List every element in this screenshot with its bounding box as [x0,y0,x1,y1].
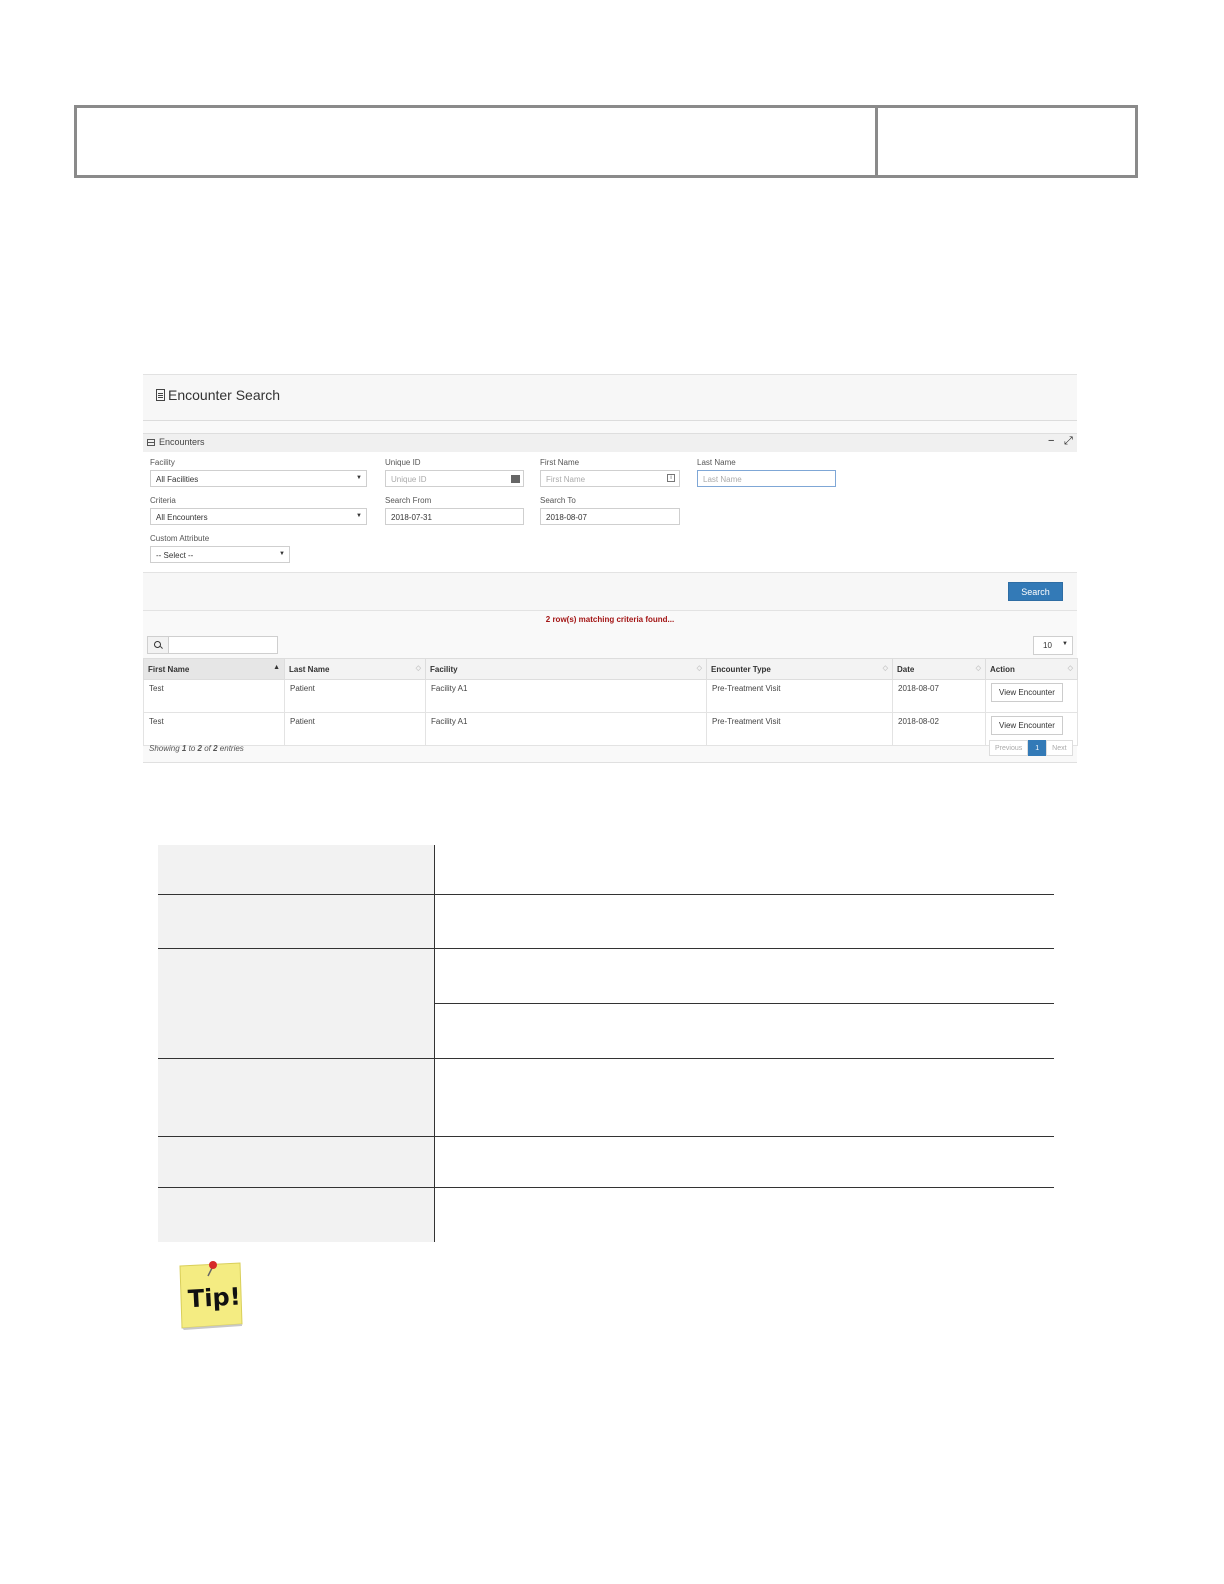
id-card-icon [511,475,520,483]
cell-facility: Facility A1 [426,680,707,713]
cell-action [986,680,1078,713]
facility-label: Facility [150,458,175,467]
sort-asc-icon: ▲ [273,664,280,671]
search-icon-box [148,637,169,653]
cell-first-name: Test [144,713,285,746]
collapse-icon[interactable]: − [1048,435,1055,447]
facility-select[interactable] [150,470,367,487]
table-label-cell [158,1137,434,1187]
search-from-label: Search From [385,496,432,505]
column-header-facility[interactable] [426,659,707,680]
search-form [143,452,1077,572]
criteria-label: Criteria [150,496,176,505]
last-name-placeholder: Last Name [703,475,742,484]
search-to-value: 2018-08-07 [546,513,587,522]
table-label-cell [158,949,434,1058]
sort-icon: ◇ [415,665,421,672]
table-header-row [144,659,1078,680]
cell-encounter-type: Pre-Treatment Visit [707,713,893,746]
page-1-button[interactable]: 1 [1028,740,1046,756]
panel-title-text: Encounters [159,437,205,447]
table-icon [147,439,155,446]
search-button-bar [143,572,1077,611]
table-info [149,744,244,753]
column-label: Facility [430,664,458,674]
info-end: 2 [197,744,202,753]
unique-id-input[interactable] [385,470,524,487]
last-name-label: Last Name [697,458,736,467]
panel-title [147,437,205,447]
table-row-divider [434,1003,1054,1004]
column-label: Action [990,664,1015,674]
unique-id-label: Unique ID [385,458,421,467]
first-name-label: First Name [540,458,580,467]
page-title-text: Encounter Search [168,387,281,403]
document-icon [156,389,165,401]
column-header-encounter-type[interactable] [707,659,893,680]
custom-attribute-select[interactable] [150,546,290,563]
tip-note-icon [178,1260,244,1330]
cell-date: 2018-08-02 [893,713,986,746]
sort-icon: ◇ [696,665,702,672]
chevron-down-icon: ▼ [279,551,285,557]
next-page-button[interactable]: Next [1046,740,1072,756]
table-row-divider [158,1136,1054,1137]
search-from-value: 2018-07-31 [391,513,432,522]
column-label: Date [897,664,915,674]
document-header-box [74,105,1138,178]
encounters-table [143,658,1078,746]
cell-date: 2018-08-07 [893,680,986,713]
table-row-divider [158,1058,1054,1059]
first-name-placeholder: First Name [546,475,586,484]
info-total: 2 [213,744,218,753]
custom-attribute-value: -- Select -- [156,551,194,560]
table-label-cell [158,895,434,948]
cell-last-name: Patient [285,680,426,713]
table-row [144,680,1078,713]
search-button[interactable]: Search [1008,582,1063,601]
column-label: Encounter Type [711,664,771,674]
document-header-title-cell [77,108,878,175]
page-header [143,374,1077,421]
column-label: Last Name [289,664,330,674]
info-start: 1 [181,744,187,753]
chevron-down-icon: ▼ [356,513,362,519]
table-row-divider [158,948,1054,949]
column-header-last-name[interactable] [285,659,426,680]
table-search-input[interactable] [147,636,278,654]
cell-last-name: Patient [285,713,426,746]
encounters-panel-header [143,433,1077,453]
table-row [144,713,1078,746]
info-to: to [188,744,196,753]
facility-select-value: All Facilities [156,475,199,484]
results-message: 2 row(s) matching criteria found... [545,615,675,624]
bottom-divider [143,762,1077,763]
column-label: First Name [148,664,190,674]
sort-icon: ◇ [975,665,981,672]
table-label-cell [158,1059,434,1136]
page-length-value: 10 [1043,641,1052,650]
chevron-down-icon: ▼ [356,475,362,481]
search-from-input[interactable] [385,508,524,525]
expand-icon[interactable]: ⤢ [1064,435,1073,447]
tip-text: Tip! [187,1282,242,1314]
column-header-first-name[interactable] [144,659,285,680]
info-suffix: entries [219,744,244,753]
page-length-select[interactable] [1033,636,1073,655]
page-title [156,387,280,403]
previous-page-button[interactable]: Previous [989,740,1028,756]
column-header-action[interactable] [986,659,1078,680]
criteria-select[interactable] [150,508,367,525]
pagination [989,740,1073,756]
search-icon [154,641,161,648]
chevron-down-icon: ▼ [1062,641,1068,647]
sort-icon: ◇ [882,665,888,672]
view-encounter-button[interactable]: View Encounter [991,716,1063,735]
table-label-cell [158,845,434,894]
first-name-input[interactable] [540,470,680,487]
view-encounter-button[interactable]: View Encounter [991,683,1063,702]
column-header-date[interactable] [893,659,986,680]
table-label-cell [158,1188,434,1242]
encounter-search-screenshot [143,374,1077,763]
cell-facility: Facility A1 [426,713,707,746]
cell-first-name: Test [144,680,285,713]
search-to-input[interactable] [540,508,680,525]
table-row-divider [158,894,1054,895]
contact-icon: i [667,474,675,482]
custom-attribute-label: Custom Attribute [150,534,210,543]
table-column-divider [434,845,435,1242]
unique-id-placeholder: Unique ID [391,475,427,484]
tip-sticky-note [178,1260,244,1330]
search-to-label: Search To [540,496,576,505]
sort-icon: ◇ [1067,665,1073,672]
info-of: of [204,744,211,753]
table-row-divider [158,1187,1054,1188]
cell-encounter-type: Pre-Treatment Visit [707,680,893,713]
last-name-input[interactable] [697,470,836,487]
criteria-select-value: All Encounters [156,513,208,522]
info-prefix: Showing [149,744,180,753]
